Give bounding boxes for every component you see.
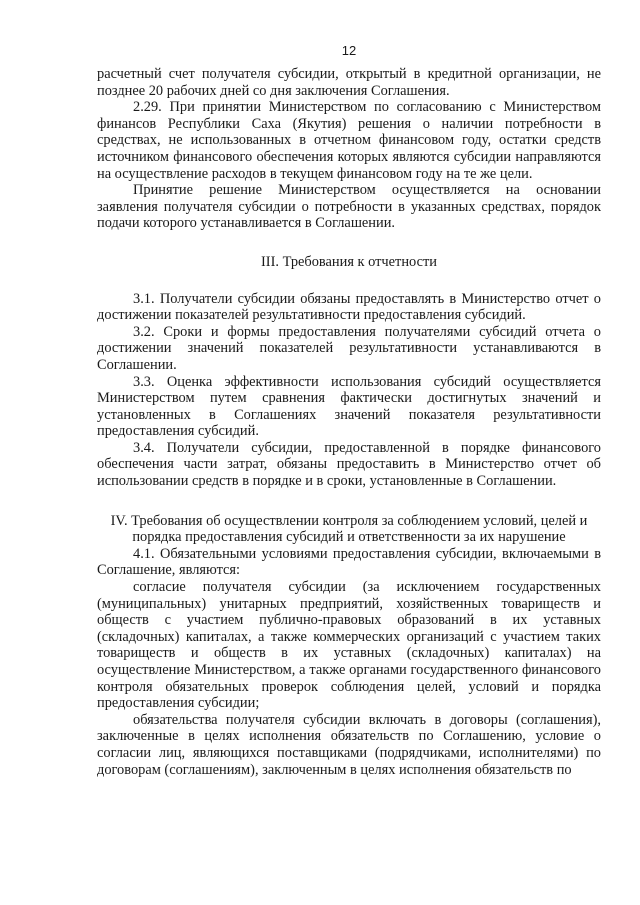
paragraph-2-29: 2.29. При принятии Министерством по согласованию с Министерством финансов Республики Саха (Якутия) решения о наличии потребности в средствах, не использованных в отчетном финансовом году, остатки средств источником финансового обеспечения которых являются субсидии направляются на осуществление расходов в текущем финансовом году на те же цели.	[97, 99, 601, 182]
paragraph-decision: Принятие решение Министерством осуществляется на основании заявления получателя субсидии о потребности в указанных средствах, порядок подачи которого устанавливается в Соглашении.	[97, 182, 601, 232]
paragraph-obligations: обязательства получателя субсидии включать в договоры (соглашения), заключенные в целях исполнения обязательств по Соглашению, условие о согласии лиц, являющихся поставщиками (подрядчиками, исполнителями) по договорам (соглашениям), заключенным в целях исполнения обязательств по	[97, 711, 601, 778]
page-number: 12	[341, 43, 357, 58]
section-3-heading-block	[97, 254, 601, 271]
section-4-title: IV. Требования об осуществлении контроля за соблюдением условий, целей и порядка предоставления субсидий и ответственности за их нарушение	[110, 512, 588, 546]
paragraph-consent: согласие получателя субсидии (за исключением государственных (муниципальных) унитарных предприятий, хозяйственных товариществ и обществ с участием публично-правовых образований в их уставных (складочных) капиталах, а также коммерческих организаций с участием таких товариществ и обществ в их уставных (складочных) капиталах) на осуществление Министерством, а также органами государственного финансового контроля обязательных проверок соблюдения целей, условий и порядка предоставления субсидии;	[97, 579, 601, 712]
paragraph-4-1: 4.1. Обязательными условиями предоставления субсидии, включаемыми в Соглашение, являются:	[97, 545, 601, 579]
paragraph-2-28-continuation: расчетный счет получателя субсидии, открытый в кредитной организации, не позднее 20 рабочих дней со дня заключения Соглашения.	[97, 66, 601, 99]
paragraph-3-1: 3.1. Получатели субсидии обязаны предоставлять в Министерство отчет о достижении показателей результативности предоставления субсидий.	[97, 290, 601, 324]
section-3-title: III. Требования к отчетности	[261, 253, 437, 270]
document-body	[97, 66, 601, 778]
paragraph-3-3: 3.3. Оценка эффективности использования субсидий осуществляется Министерством путем сравнения фактически достигнутых значений и установленных в Соглашениях значений показателя результативности предоставления субсидий.	[97, 373, 601, 440]
paragraph-3-2: 3.2. Сроки и формы предоставления получателями субсидий отчета о достижении значений показателей результативности устанавливаются в Соглашении.	[97, 323, 601, 373]
document-page	[97, 0, 601, 905]
section-4-heading-block	[97, 513, 601, 546]
paragraph-3-4: 3.4. Получатели субсидии, предоставленной в порядке финансового обеспечения части затрат, обязаны предоставить в Министерство отчет об использовании средств в порядке и в сроки, установленные в Соглашении.	[97, 439, 601, 490]
